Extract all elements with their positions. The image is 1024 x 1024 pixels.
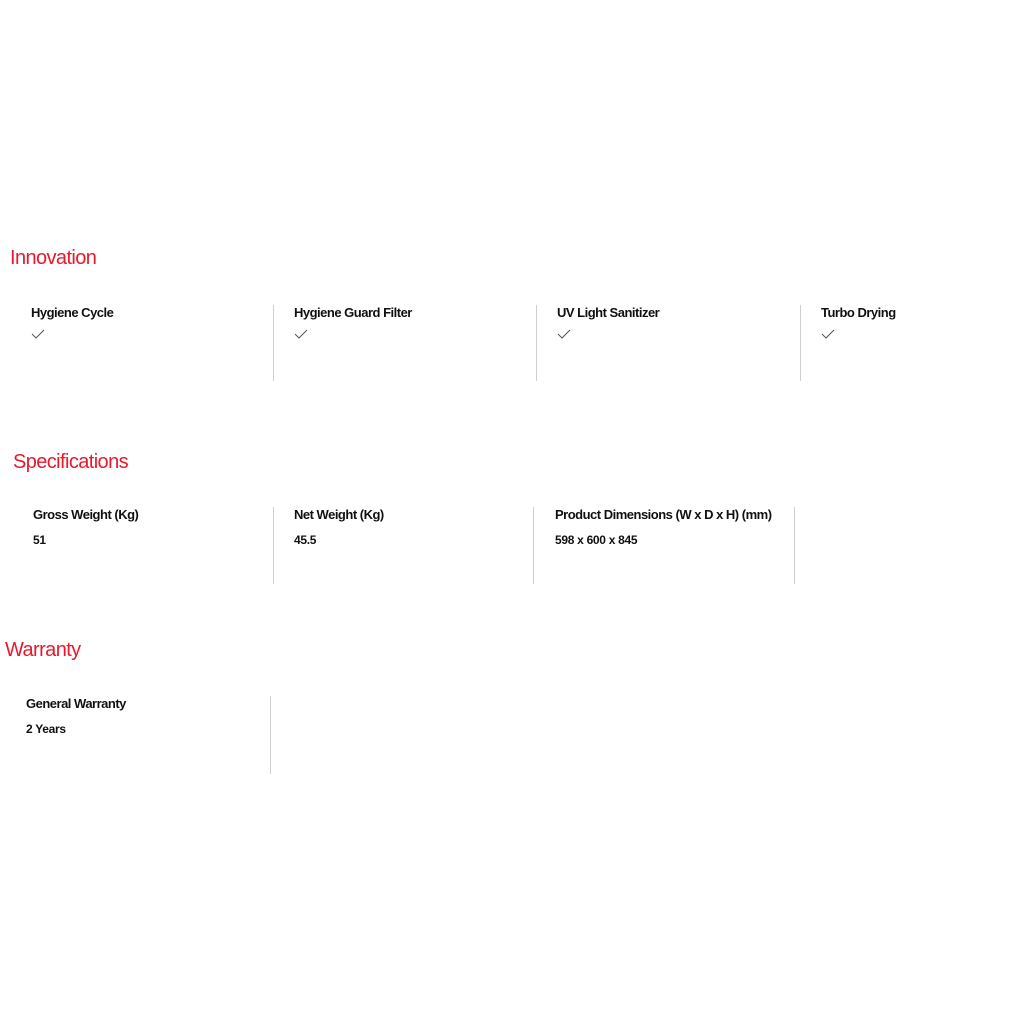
feature-hygiene-guard-filter — [294, 305, 534, 339]
spec-label: Product Dimensions (W x D x H) (mm) — [555, 507, 772, 522]
innovation-section-title: Innovation — [10, 247, 97, 269]
spec-label: Gross Weight (Kg) — [33, 507, 139, 522]
spec-label: Net Weight (Kg) — [294, 507, 384, 522]
warranty-label: General Warranty — [26, 696, 126, 711]
feature-hygiene-cycle — [31, 305, 271, 339]
warranty-value: 2 Years — [26, 722, 66, 736]
column-divider — [270, 696, 271, 774]
warranty-section-title: Warranty — [5, 639, 81, 661]
feature-turbo-drying — [821, 305, 1011, 339]
column-divider — [273, 507, 274, 584]
check-icon — [294, 329, 308, 339]
check-icon — [557, 329, 571, 339]
feature-label: Turbo Drying — [821, 305, 896, 320]
spec-gross-weight — [33, 507, 273, 548]
column-divider — [536, 305, 537, 381]
specifications-section-title: Specifications — [13, 451, 128, 473]
spec-product-dimensions — [555, 507, 795, 548]
check-icon — [821, 329, 835, 339]
feature-label: UV Light Sanitizer — [557, 305, 660, 320]
feature-label: Hygiene Cycle — [31, 305, 114, 320]
column-divider — [273, 305, 274, 381]
spec-net-weight — [294, 507, 534, 548]
column-divider — [533, 507, 534, 584]
warranty-general — [26, 696, 266, 737]
column-divider — [794, 507, 795, 584]
feature-uv-light-sanitizer — [557, 305, 797, 339]
check-icon — [31, 329, 45, 339]
feature-label: Hygiene Guard Filter — [294, 305, 412, 320]
spec-value: 51 — [33, 533, 46, 547]
column-divider — [800, 305, 801, 381]
spec-value: 45.5 — [294, 533, 317, 547]
spec-value: 598 x 600 x 845 — [555, 533, 638, 547]
